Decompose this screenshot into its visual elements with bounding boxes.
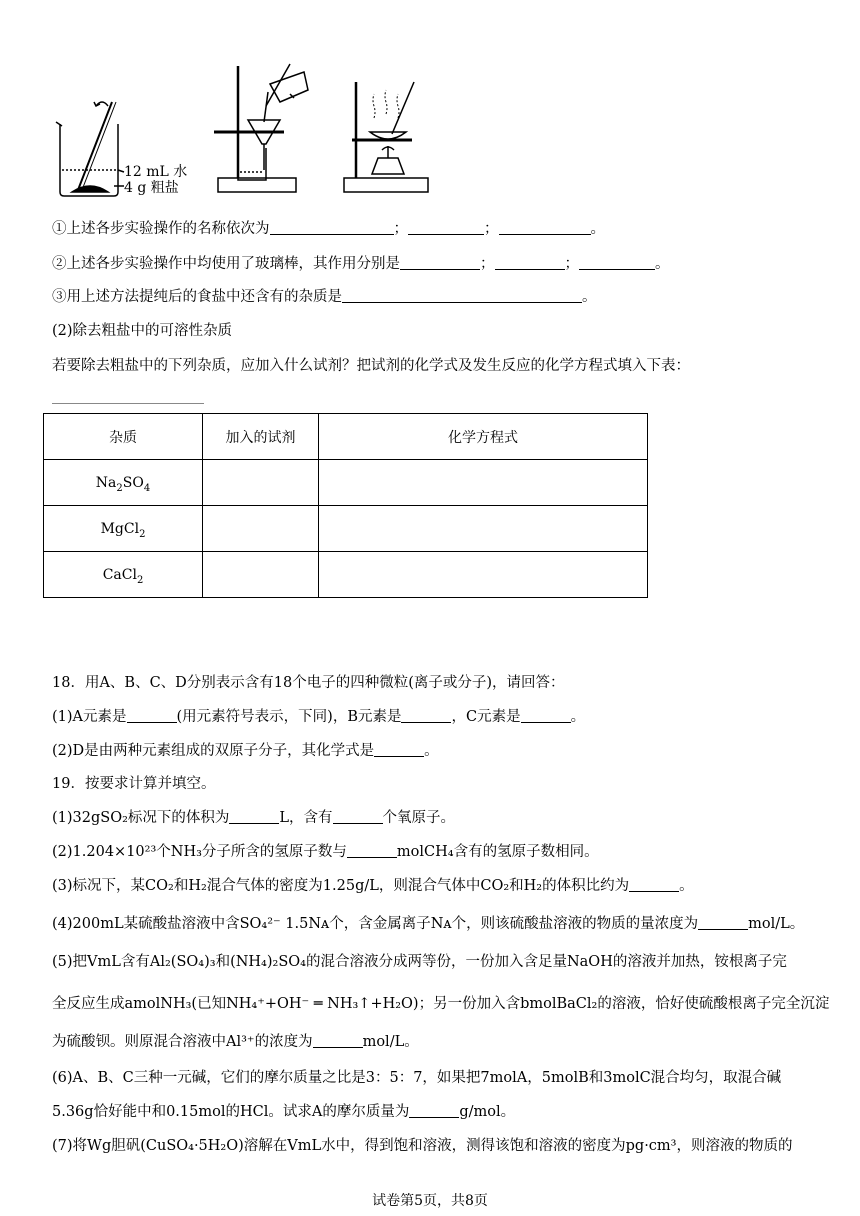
evaporation-apparatus xyxy=(344,82,428,192)
q19-part4: (4)200mL某硫酸盐溶液中含SO₄²⁻ 1.5Nᴀ个，含金属离子Nᴀ个，则该硫酸盐溶液的物质的量浓度为 mol/L。 xyxy=(52,916,805,932)
q19-part5-b: 全反应生成amolNH₃(已知NH₄⁺+OH⁻ ═ NH₃↑+H₂O)；另一份加入含bmolBaCl₂的溶液，恰好使硫酸根离子完全沉淀 xyxy=(52,996,830,1012)
filtration-apparatus xyxy=(214,64,308,192)
answer-blank[interactable] xyxy=(495,254,565,270)
answer-blank[interactable] xyxy=(342,287,582,303)
q17-line1: ①上述各步实验操作的名称依次为 ； ； 。 xyxy=(52,221,605,237)
answer-blank[interactable] xyxy=(499,219,591,235)
q19-part6-b: 5.36g恰好能中和0.15mol的HCl。试求A的摩尔质量为 g/mol。 xyxy=(52,1104,516,1120)
answer-blank[interactable] xyxy=(409,1102,459,1118)
impurity-cell: CaCl$_2$ xyxy=(44,552,203,598)
impurity-cell: $Na_2SO_4$ xyxy=(44,460,203,506)
q19-part1: (1)32gSO₂标况下的体积为 L，含有 个氧原子。 xyxy=(52,810,456,826)
separator-line xyxy=(52,403,204,404)
q19-part7: (7)将Wg胆矾(CuSO₄·5H₂O)溶解在VmL水中，得到饱和溶液，测得该饱和溶液的密度为pg·cm³，则溶液的物质的 xyxy=(52,1138,793,1154)
label-water: 12 mL 水 xyxy=(124,164,188,180)
table-row xyxy=(44,506,648,552)
answer-blank[interactable] xyxy=(270,219,394,235)
answer-blank[interactable] xyxy=(698,914,748,930)
answer-blank[interactable] xyxy=(629,876,679,892)
impurity-table xyxy=(43,413,648,598)
q18-part1: (1)A元素是 (用元素符号表示，下同)，B元素是 ，C元素是 。 xyxy=(52,709,586,725)
q19-part5-a: (5)把VmL含有Al₂(SO₄)₃和(NH₄)₂SO₄的混合溶液分成两等份，一份加入含足量NaOH的溶液并加热，铵根离子完 xyxy=(52,954,787,970)
equation-cell[interactable] xyxy=(319,506,648,552)
answer-blank[interactable] xyxy=(521,707,571,723)
table-header-row xyxy=(44,414,648,460)
q19-part3: (3)标况下，某CO₂和H₂混合气体的密度为1.25g/L，则混合气体中CO₂和H₂的体积比约为 。 xyxy=(52,878,694,894)
answer-blank[interactable] xyxy=(408,219,484,235)
q18-stem: 18．用A、B、C、D分别表示含有18个电子的四种微粒(离子或分子)，请回答： xyxy=(52,675,565,691)
q17-line2: ②上述各步实验操作中均使用了玻璃棒，其作用分别是 ； ； 。 xyxy=(52,256,670,272)
equation-cell[interactable] xyxy=(319,552,648,598)
reagent-cell[interactable] xyxy=(203,460,319,506)
beaker-dissolving xyxy=(56,102,124,196)
q19-part6-a: (6)A、B、C三种一元碱，它们的摩尔质量之比是3：5：7，如果把7molA，5molB和3molC混合均匀，取混合碱 xyxy=(52,1070,782,1086)
header-reagent: 加入的试剂 xyxy=(203,414,319,460)
answer-blank[interactable] xyxy=(401,707,451,723)
answer-blank[interactable] xyxy=(347,842,397,858)
header-impurity: 杂质 xyxy=(44,414,203,460)
reagent-cell[interactable] xyxy=(203,506,319,552)
q17-part2-desc: 若要除去粗盐中的下列杂质，应加入什么试剂？把试剂的化学式及发生反应的化学方程式填入下表： xyxy=(52,358,690,374)
q19-part2: (2)1.204×10²³个NH₃分子所含的氢原子数与 molCH₄含有的氢原子数相同。 xyxy=(52,844,599,860)
table-row xyxy=(44,460,648,506)
q19-part5-c: 为硫酸钡。则原混合溶液中Al³⁺的浓度为 mol/L。 xyxy=(52,1034,419,1050)
answer-blank[interactable] xyxy=(333,808,383,824)
q18-part2: (2)D是由两种元素组成的双原子分子，其化学式是 。 xyxy=(52,743,439,759)
equation-cell[interactable] xyxy=(319,460,648,506)
answer-blank[interactable] xyxy=(229,808,279,824)
reagent-cell[interactable] xyxy=(203,552,319,598)
experiment-figure xyxy=(52,62,442,198)
q19-stem: 19．按要求计算并填空。 xyxy=(52,776,216,792)
page-footer: 试卷第5页，共8页 xyxy=(372,1193,488,1209)
label-salt: 4 g 粗盐 xyxy=(124,180,179,196)
impurity-cell: MgCl$_2$ xyxy=(44,506,203,552)
answer-blank[interactable] xyxy=(579,254,655,270)
answer-blank[interactable] xyxy=(374,741,424,757)
table-row xyxy=(44,552,648,598)
header-equation: 化学方程式 xyxy=(319,414,648,460)
answer-blank[interactable] xyxy=(313,1032,363,1048)
q17-line3: ③用上述方法提纯后的食盐中还含有的杂质是 。 xyxy=(52,289,597,305)
answer-blank[interactable] xyxy=(127,707,177,723)
answer-blank[interactable] xyxy=(400,254,480,270)
q17-part2-title: (2)除去粗盐中的可溶性杂质 xyxy=(52,323,233,339)
